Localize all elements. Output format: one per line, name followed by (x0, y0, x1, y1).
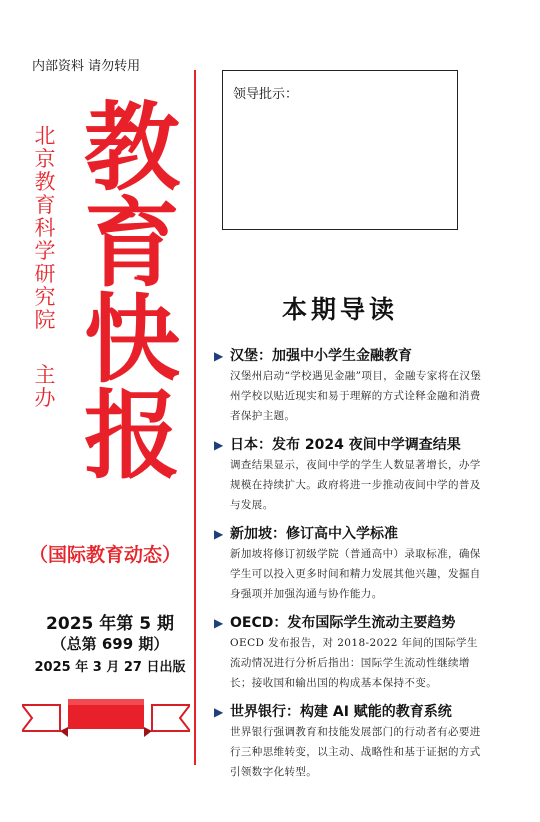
org-char: 研 (34, 262, 56, 286)
item-headline: 世界银行：构建 AI 赋能的教育系统 (230, 704, 452, 720)
masthead-char-4: 报 (84, 380, 180, 492)
org-vertical-name (30, 125, 60, 410)
item-headline: OECD：发布国际学生流动主要趋势 (230, 615, 456, 631)
masthead-subtitle: （国际教育动态） (28, 544, 181, 566)
guide-list (214, 346, 486, 791)
masthead-char-2: 育 (84, 188, 180, 300)
internal-note: 内部资料 请勿转用 (32, 59, 141, 74)
issue-number: 2025 年第 5 期 (46, 614, 174, 634)
item-headline: 汉堡：加强中小学生金融教育 (230, 348, 412, 364)
masthead-char-1: 教 (84, 92, 180, 204)
item-summary: 世界银行强调教育和技能发展部门的行动者有必要进行三种思维转变，以主动、战略性和基于证据的方式引领数字化转型。 (230, 726, 481, 778)
org-char: 育 (34, 193, 56, 217)
org-char: 科 (34, 216, 56, 240)
guide-title: 本期导读 (281, 295, 398, 324)
list-item (214, 702, 486, 782)
leader-remark-box[interactable] (222, 70, 458, 230)
item-summary: 调查结果显示，夜间中学的学生人数显著增长，办学规模在持续扩大。政府将进一步推动夜间中学的普及与发展。 (230, 459, 481, 511)
item-headline: 日本：发布 2024 夜间中学调查结果 (230, 437, 461, 453)
vertical-divider (194, 70, 196, 765)
org-char: 北 (34, 124, 56, 148)
list-item (214, 524, 486, 604)
triangle-bullet-icon: ▶ (214, 705, 224, 719)
list-item (214, 613, 486, 693)
item-headline: 新加坡：修订高中入学标准 (230, 526, 398, 542)
org-char: 京 (34, 147, 56, 171)
triangle-bullet-icon: ▶ (214, 438, 224, 452)
org-gap (30, 332, 60, 364)
list-item (214, 435, 486, 515)
item-summary: 新加坡将修订初级学院（普通高中）录取标准，确保学生可以投入更多时间和精力发展其他兴趣，发掘自身强项并加强沟通与协作能力。 (230, 548, 481, 600)
issue-total: （总第 699 期） (51, 635, 169, 653)
org-char: 学 (34, 239, 56, 263)
org-char: 院 (34, 308, 56, 332)
sponsor-char: 办 (34, 386, 56, 410)
org-char: 教 (34, 170, 56, 194)
item-summary: OECD 发布报告，对 2018-2022 年间的国际学生流动情况进行分析后指出：国际学生流动性继续增长；接收国和输出国的构成基本保持不变。 (230, 637, 478, 689)
issue-date: 2025 年 3 月 27 日出版 (34, 660, 186, 675)
triangle-bullet-icon: ▶ (214, 527, 224, 541)
list-item (214, 346, 486, 426)
remark-label: 领导批示： (233, 87, 299, 102)
masthead-char-3: 快 (84, 284, 180, 396)
triangle-bullet-icon: ▶ (214, 616, 224, 630)
org-char: 究 (34, 285, 56, 309)
ribbon-banner-icon (22, 697, 190, 739)
sponsor-char: 主 (34, 363, 56, 387)
item-summary: 汉堡州启动“学校遇见金融”项目，金融专家将在汉堡州学校以贴近现实和易于理解的方式诠释金融和消费者保护主题。 (230, 370, 482, 422)
triangle-bullet-icon: ▶ (214, 349, 224, 363)
